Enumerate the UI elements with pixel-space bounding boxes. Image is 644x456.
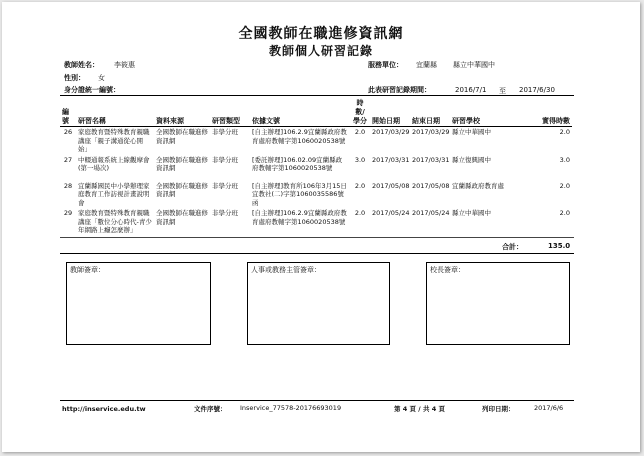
gender-label: 性別： (64, 74, 85, 82)
cell-source: 全國教師在職進修資訊網 (156, 181, 208, 198)
teacher-name-label: 教師姓名： (64, 61, 99, 69)
cell-start: 2017/03/31 (372, 155, 410, 164)
unit-label: 服務單位： (368, 61, 403, 69)
cell-end: 2017/05/08 (412, 181, 450, 190)
col-header-hours: 時數/學分 (350, 99, 370, 127)
cell-source: 全國教師在職進修資訊網 (156, 155, 208, 172)
table-bottom-rule (60, 237, 574, 238)
cell-end: 2017/03/29 (412, 128, 450, 136)
cell-school: 縣立復興國中 (452, 155, 491, 164)
col-header-type: 研習類型 (210, 99, 250, 127)
col-header-no: 編號 (60, 99, 76, 127)
col-header-source: 資料來源 (154, 99, 210, 127)
cell-earned: 2.0 (559, 128, 570, 136)
serial-label: 文件序號： (194, 405, 227, 413)
period-end: 2017/6/30 (519, 86, 555, 94)
unit-school: 縣立中華國中 (453, 61, 495, 69)
cell-school: 縣立中華國中 (452, 128, 491, 136)
col-header-start: 開始日期 (370, 99, 410, 127)
site-title: 全國教師在職進修資訊網 (238, 26, 404, 42)
table-header-row (60, 99, 572, 127)
cell-earned: 2.0 (559, 209, 570, 217)
cell-start: 2017/05/08 (372, 181, 410, 190)
period-to: 至 (499, 87, 506, 95)
cell-name: 家庭教育暨特殊教育親職講座「親子溝通從心開始」 (78, 128, 150, 153)
cell-earned: 3.0 (559, 155, 570, 164)
principal-signature-label: 校長簽章： (430, 266, 465, 274)
col-header-earned: 實得時數 (516, 99, 572, 127)
col-header-school: 研習學校 (450, 99, 516, 127)
cell-name: 家庭教育暨特殊教育親職講座「數位分心時代-青少年網路上癮怎麼辦」 (78, 209, 152, 234)
cell-school: 縣立中華國中 (452, 209, 491, 217)
cell-start: 2017/05/24 (372, 209, 410, 217)
cell-start: 2017/03/29 (372, 128, 410, 136)
cell-source: 全國教師在職進修資訊網 (156, 128, 208, 145)
unit-county: 宜蘭縣 (416, 61, 437, 69)
personnel-signature-box (247, 262, 390, 345)
record-title: 教師個人研習記錄 (268, 44, 373, 58)
total-label: 合計： (502, 243, 523, 251)
total-rule (60, 253, 574, 254)
cell-name: 中輟通報系統上線觀摩會(第一場次) (78, 155, 150, 172)
cell-hours: 2.0 (354, 128, 366, 136)
period-start: 2016/7/1 (455, 86, 487, 94)
teacher-signature-label: 教師簽章： (70, 266, 105, 274)
cell-school: 宜蘭縣政府教育處 (452, 181, 504, 190)
teacher-signature-box (66, 262, 211, 345)
site-url[interactable]: http://inservice.edu.tw (62, 405, 146, 413)
cell-end: 2017/05/24 (412, 209, 450, 217)
cell-type: 非學分班 (212, 209, 238, 217)
document-page (2, 2, 640, 452)
col-header-end: 結束日期 (410, 99, 450, 127)
id-label: 身分證統一編號： (64, 86, 120, 94)
cell-doc: [自主辦理]106.2.9宜蘭縣政府教育處府教輔字第1060020538號 (252, 128, 347, 145)
cell-hours: 2.0 (354, 209, 366, 217)
cell-type: 非學分班 (212, 155, 238, 164)
cell-type: 非學分班 (212, 181, 238, 190)
cell-type: 非學分班 (212, 128, 238, 136)
table-row (60, 155, 572, 181)
teacher-name: 李筱惠 (114, 61, 135, 69)
footer-rule (60, 400, 574, 401)
gender-value: 女 (98, 74, 105, 82)
period-label: 此表研習記錄期間： (368, 86, 431, 94)
print-date: 2017/6/6 (534, 404, 564, 412)
personnel-signature-label: 人事或教務主管簽章： (251, 266, 321, 274)
cell-end: 2017/03/31 (412, 155, 450, 164)
col-header-doc: 依據文號 (250, 99, 350, 127)
page-indicator: 第 4 頁 / 共 4 頁 (394, 405, 445, 413)
col-header-name: 研習名稱 (76, 99, 154, 127)
cell-hours: 2.0 (354, 181, 366, 190)
table-row (60, 127, 572, 155)
cell-earned: 2.0 (559, 181, 570, 190)
cell-doc: [委託辦理]106.02.09宜蘭縣政府教輔字第1060020538號 (252, 155, 343, 172)
cell-name: 宜蘭縣國民中小學辦理家庭教育工作訪視計畫說明會 (78, 181, 150, 207)
table-row (60, 181, 572, 209)
principal-signature-box (426, 262, 570, 345)
print-date-label: 列印日期： (482, 405, 515, 413)
cell-no: 28 (63, 181, 73, 190)
records-table (60, 99, 572, 236)
table-row (60, 208, 572, 236)
header-rule (60, 95, 574, 96)
cell-source: 全國教師在職進修資訊網 (156, 209, 208, 226)
cell-doc: [自主辦理]106.2.9宜蘭縣政府教育處府教輔字第1060020538號 (252, 209, 347, 226)
total-value: 135.0 (548, 242, 571, 250)
serial-value: Inservice_77578-20176693019 (240, 404, 342, 412)
cell-no: 29 (63, 209, 73, 217)
cell-doc: [自主辦理]教育所106年3月15日宜教社(二)字第1060035586號函 (252, 181, 347, 207)
cell-no: 26 (63, 128, 73, 136)
cell-no: 27 (63, 155, 73, 164)
cell-hours: 3.0 (354, 155, 366, 164)
